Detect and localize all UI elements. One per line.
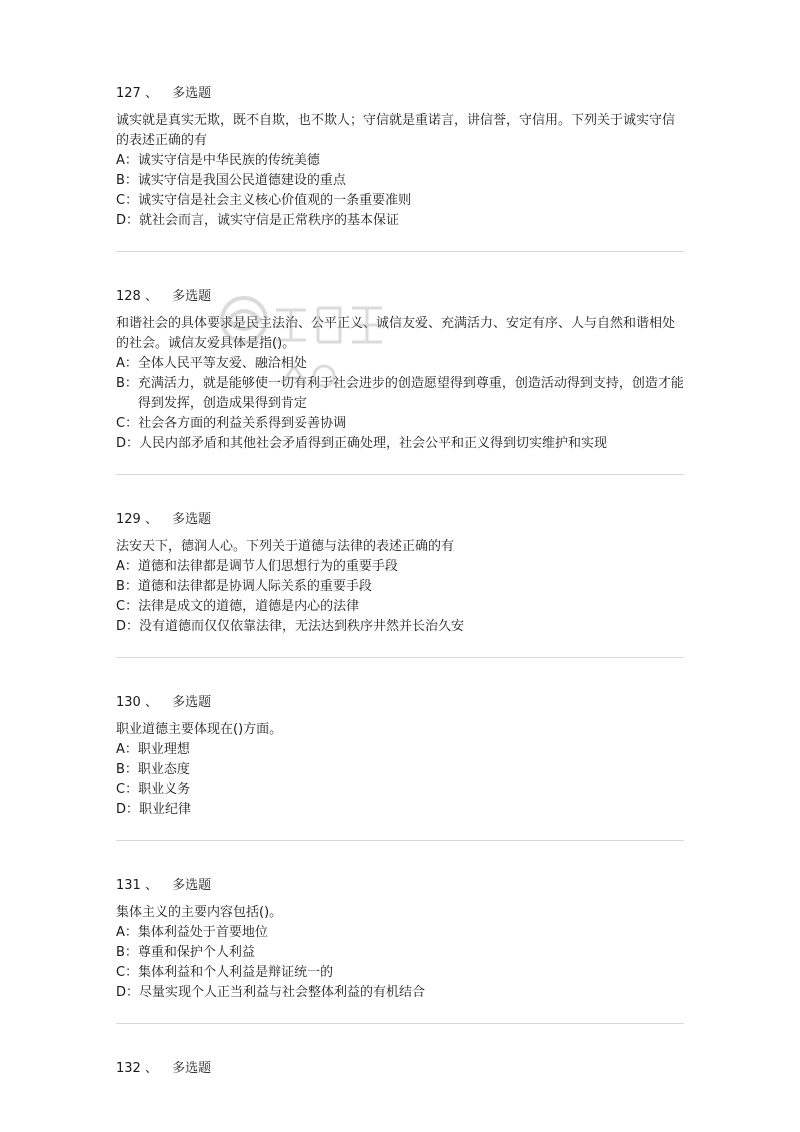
option-letter: D： (116, 213, 140, 228)
option-c[interactable] (116, 191, 686, 211)
option-text: 就社会而言，诚实守信是正常秩序的基本保证 (139, 213, 400, 228)
question-129 (116, 510, 686, 637)
option-text: 法律是成文的道德，道德是内心的法律 (138, 599, 360, 614)
question-separator: 、 (144, 1061, 158, 1076)
option-letter: A： (116, 356, 138, 371)
option-d[interactable] (116, 800, 686, 820)
option-letter: C： (116, 782, 139, 797)
question-number: 128 (116, 289, 141, 304)
question-header (116, 510, 686, 530)
option-text: 职业纪律 (139, 802, 192, 817)
question-130 (116, 693, 686, 820)
option-text: 诚实守信是中华民族的传统美德 (137, 153, 320, 168)
option-letter: C： (116, 965, 139, 980)
option-c[interactable] (116, 963, 686, 983)
question-type: 多选题 (172, 695, 212, 710)
question-type: 多选题 (172, 289, 212, 304)
option-d[interactable] (116, 617, 686, 637)
option-c[interactable] (116, 780, 686, 800)
question-header (116, 84, 686, 104)
option-letter: B： (116, 945, 138, 960)
question-type: 多选题 (172, 1061, 212, 1076)
question-number: 130 (116, 695, 141, 710)
option-b[interactable] (116, 577, 686, 597)
option-b[interactable] (116, 171, 686, 191)
question-header (116, 287, 686, 307)
option-d[interactable] (116, 434, 686, 454)
option-text: 职业理想 (137, 742, 190, 757)
question-stem: 和谐社会的具体要求是民主法治、公平正义、诚信友爱、充满活力、安定有序、人与自然和谐相处的社会。诚信友爱具体是指()。 (116, 316, 676, 351)
question-132 (116, 1059, 686, 1079)
option-text: 道德和法律都是调节人们思想行为的重要手段 (137, 559, 398, 574)
option-letter: C： (116, 599, 139, 614)
question-number: 129 (116, 512, 141, 527)
option-d[interactable] (116, 983, 686, 1003)
question-list (116, 84, 686, 1086)
option-letter: A： (116, 559, 138, 574)
option-text: 道德和法律都是协调人际关系的重要手段 (137, 579, 372, 594)
option-text: 社会各方面的利益关系得到妥善协调 (138, 416, 347, 431)
option-letter: D： (116, 436, 140, 451)
question-stem: 集体主义的主要内容包括()。 (116, 905, 283, 920)
option-text: 职业义务 (138, 782, 191, 797)
option-b[interactable] (116, 760, 686, 780)
question-type: 多选题 (172, 878, 212, 893)
option-a[interactable] (116, 557, 686, 577)
question-separator: 、 (144, 695, 158, 710)
option-letter: C： (116, 416, 139, 431)
option-b[interactable] (116, 943, 686, 963)
question-128 (116, 287, 686, 454)
option-a[interactable] (116, 151, 686, 171)
question-separator: 、 (144, 86, 158, 101)
question-header (116, 876, 686, 896)
option-letter: B： (116, 376, 138, 391)
option-letter: A： (116, 742, 138, 757)
option-text: 人民内部矛盾和其他社会矛盾得到正确处理，社会公平和正义得到切实维护和实现 (139, 436, 608, 451)
option-letter: D： (116, 985, 140, 1000)
option-letter: B： (116, 579, 138, 594)
question-number: 132 (116, 1061, 141, 1076)
option-text: 尽量实现个人正当利益与社会整体利益的有机结合 (139, 985, 426, 1000)
option-a[interactable] (116, 354, 686, 374)
question-127 (116, 84, 686, 231)
option-b[interactable] (116, 374, 686, 414)
option-text: 没有道德而仅仅依靠法律，无法达到秩序井然并长治久安 (139, 619, 465, 634)
option-d[interactable] (116, 211, 686, 231)
question-number: 131 (116, 878, 141, 893)
option-text: 充满活力，就是能够使一切有利于社会进步的创造愿望得到尊重，创造活动得到支持，创造才能得到发挥，创造成果得到肯定 (137, 376, 684, 411)
option-letter: B： (116, 173, 138, 188)
option-letter: C： (116, 193, 139, 208)
question-stem: 职业道德主要体现在()方面。 (116, 722, 283, 737)
option-letter: B： (116, 762, 138, 777)
option-c[interactable] (116, 414, 686, 434)
option-a[interactable] (116, 740, 686, 760)
question-stem: 诚实就是真实无欺，既不自欺，也不欺人；守信就是重诺言，讲信誉，守信用。下列关于诚实守信的表述正确的有 (116, 113, 676, 148)
option-a[interactable] (116, 923, 686, 943)
option-text: 集体利益和个人利益是辩证统一的 (138, 965, 334, 980)
question-header (116, 1059, 686, 1079)
option-letter: A： (116, 153, 138, 168)
question-header (116, 693, 686, 713)
question-type: 多选题 (172, 86, 212, 101)
question-number: 127 (116, 86, 141, 101)
question-type: 多选题 (172, 512, 212, 527)
option-text: 全体人民平等友爱、融洽相处 (137, 356, 307, 371)
question-separator: 、 (144, 512, 158, 527)
option-text: 职业态度 (137, 762, 190, 777)
option-letter: D： (116, 619, 140, 634)
option-text: 集体利益处于首要地位 (137, 925, 268, 940)
option-text: 尊重和保护个人利益 (137, 945, 255, 960)
question-separator: 、 (144, 878, 158, 893)
question-stem: 法安天下，德润人心。下列关于道德与法律的表述正确的有 (116, 539, 455, 554)
option-text: 诚实守信是我国公民道德建设的重点 (137, 173, 346, 188)
question-131 (116, 876, 686, 1003)
option-letter: A： (116, 925, 138, 940)
option-text: 诚实守信是社会主义核心价值观的一条重要准则 (138, 193, 412, 208)
question-separator: 、 (144, 289, 158, 304)
option-c[interactable] (116, 597, 686, 617)
option-letter: D： (116, 802, 140, 817)
